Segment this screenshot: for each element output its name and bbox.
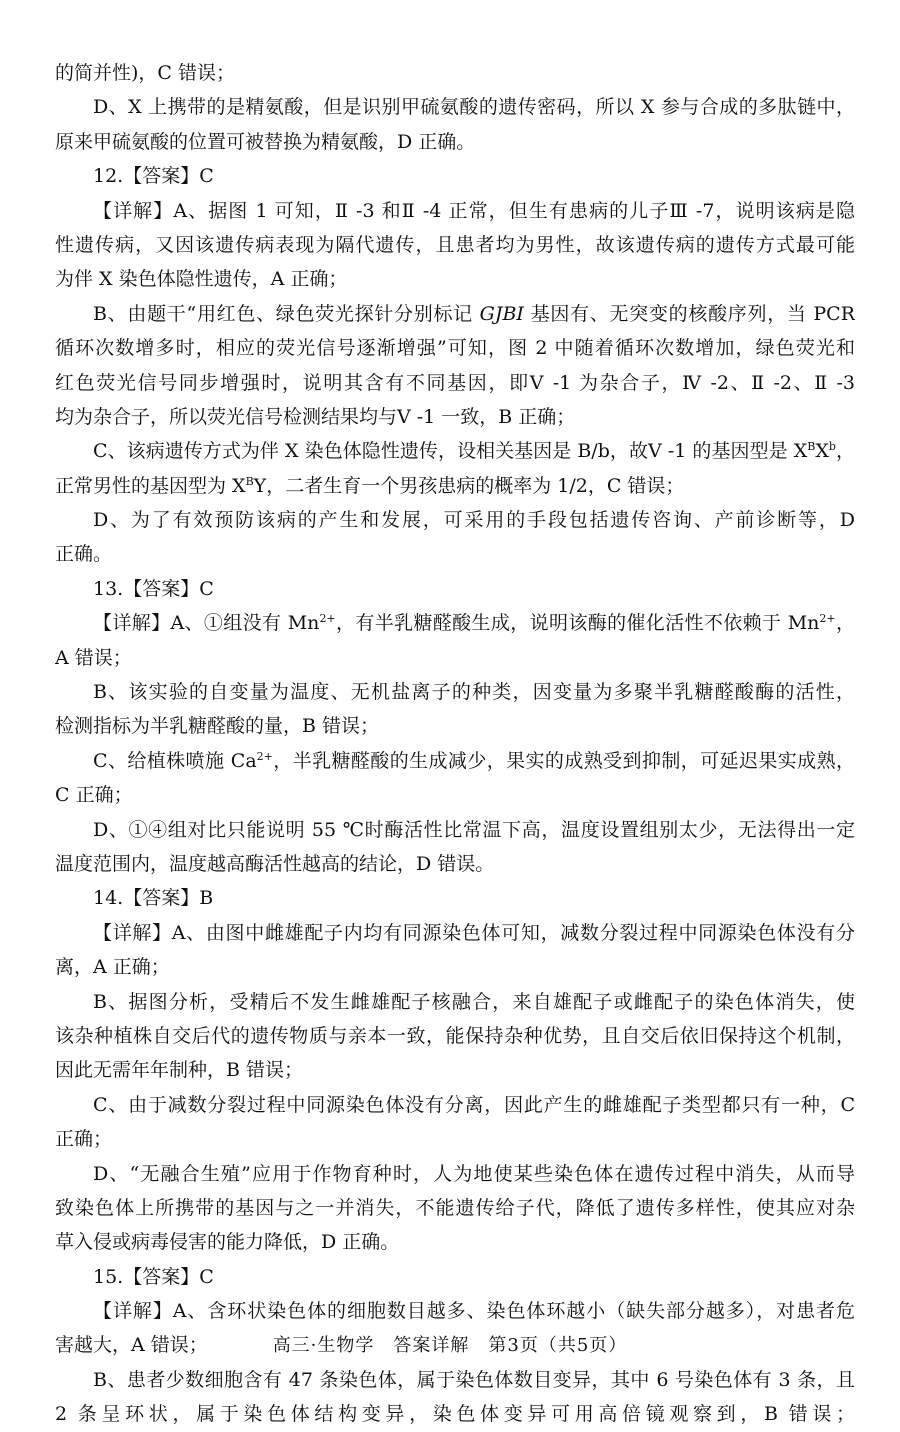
text-line: 12.【答案】C xyxy=(93,165,214,188)
text-line: D、X 上携带的是精氨酸，但是识别甲硫氨酸的遗传密码，所以 X 参与合成的多肽链中， xyxy=(93,96,855,119)
text-line: C、由于减数分裂过程中同源染色体没有分离，因此产生的雌雄配子类型都只有一种，C xyxy=(93,1093,855,1116)
text-line: 15.【答案】C xyxy=(93,1265,214,1288)
text-line: 【详解】A、①组没有 $Mn^{2+}$，有半乳糖醛酸生成，说明该酶的催化活性不依赖于 $Mn^{2+}$， xyxy=(93,612,855,635)
text-line: C 正确； xyxy=(55,784,133,807)
text-line: 性遗传病，又因该遗传病表现为隔代遗传，且患者均为男性，故该遗传病的遗传方式最可能 xyxy=(55,233,855,256)
text-line: 致染色体上所携带的基因与之一并消失，不能遗传给子代，降低了遗传多样性，使其应对杂 xyxy=(55,1196,855,1219)
text-line: 正确。 xyxy=(55,543,113,566)
text-line: 害越大，A 错误； xyxy=(55,1334,208,1357)
text-line: 该杂种植株自交后代的遗传物质与亲本一致，能保持杂种优势，且自交后依旧保持这个机制， xyxy=(55,1024,855,1047)
text-line: 草入侵或病毒侵害的能力降低，D 正确。 xyxy=(55,1231,400,1254)
answer-explanation-body xyxy=(55,56,855,1432)
text-line: 原来甲硫氨酸的位置可被替换为精氨酸，D 正确。 xyxy=(55,130,476,153)
text-line: 正常男性的基因型为 $X^BY$，二者生育一个男孩患病的概率为 1/2，C 错误； xyxy=(55,474,685,497)
text-line: 均为杂合子，所以荧光信号检测结果均与Ⅴ -1 一致，B 正确； xyxy=(55,405,576,428)
text-line: 离，A 正确； xyxy=(55,956,170,979)
text-line: B、由题干“用红色、绿色荧光探针分别标记 GJBI 基因有、无突变的核酸序列，当 PCR xyxy=(93,302,855,325)
text-line: C、该病遗传方式为伴 X 染色体隐性遗传，设相关基因是 B/b，故Ⅴ -1 的基因型是 $X^BX^b$， xyxy=(93,440,855,463)
text-line: 红色荧光信号同步增强时，说明其含有不同基因，即Ⅴ -1 为杂合子，Ⅳ -2、Ⅱ -2、Ⅱ -3 xyxy=(55,371,855,394)
text-line: A 错误； xyxy=(55,646,132,669)
text-line: D、为了有效预防该病的产生和发展，可采用的手段包括遗传咨询、产前诊断等，D xyxy=(93,509,855,532)
text-line: 正确； xyxy=(55,1128,113,1151)
text-line: 温度范围内，温度越高酶活性越高的结论，D 错误。 xyxy=(55,852,495,875)
text-line: B、据图分析，受精后不发生雌雄配子核融合，来自雄配子或雌配子的染色体消失，使 xyxy=(93,990,855,1013)
text-line: 循环次数增多时，相应的荧光信号逐渐增强”可知，图 2 中随着循环次数增加，绿色荧光和 xyxy=(55,337,855,360)
text-line: 【详解】A、据图 1 可知，Ⅱ -3 和Ⅱ -4 正常，但生有患病的儿子Ⅲ -7，说明该病是隐 xyxy=(93,199,855,222)
text-line: B、患者少数细胞含有 47 条染色体，属于染色体数目变异，其中 6 号染色体有 3 条，且 xyxy=(93,1368,855,1391)
text-line: 【详解】A、由图中雌雄配子内均有同源染色体可知，减数分裂过程中同源染色体没有分 xyxy=(93,921,855,944)
text-line: 14.【答案】B xyxy=(93,887,214,910)
text-line: C、给植株喷施 $Ca^{2+}$，半乳糖醛酸的生成减少，果实的成熟受到抑制，可延迟果实成熟， xyxy=(93,749,855,772)
text-line: 因此无需年年制种，B 错误； xyxy=(55,1059,304,1082)
text-line: 的简并性)，C 错误； xyxy=(55,62,235,84)
text-line: D、“无融合生殖”应用于作物育种时，人为地使某些染色体在遗传过程中消失，从而导 xyxy=(93,1162,855,1185)
text-line: 13.【答案】C xyxy=(93,577,214,600)
text-line: D、①④组对比只能说明 55 ℃时酶活性比常温下高，温度设置组别太少，无法得出一定 xyxy=(93,818,855,841)
text-line: B、该实验的自变量为温度、无机盐离子的种类，因变量为多聚半乳糖醛酸酶的活性， xyxy=(93,681,855,704)
text-line: 【详解】A、含环状染色体的细胞数目越多、染色体环越小（缺失部分越多），对患者危 xyxy=(93,1300,855,1323)
text-line: 为伴 X 染色体隐性遗传，A 正确； xyxy=(55,268,348,291)
text-line: 2 条呈环状，属于染色体结构变异，染色体变异可用高倍镜观察到，B 错误； xyxy=(55,1403,855,1426)
text-line: 检测指标为半乳糖醛酸的量，B 错误； xyxy=(55,715,380,738)
page-footer: 高三·生物学 答案详解 第3页（共5页） xyxy=(272,1335,628,1356)
